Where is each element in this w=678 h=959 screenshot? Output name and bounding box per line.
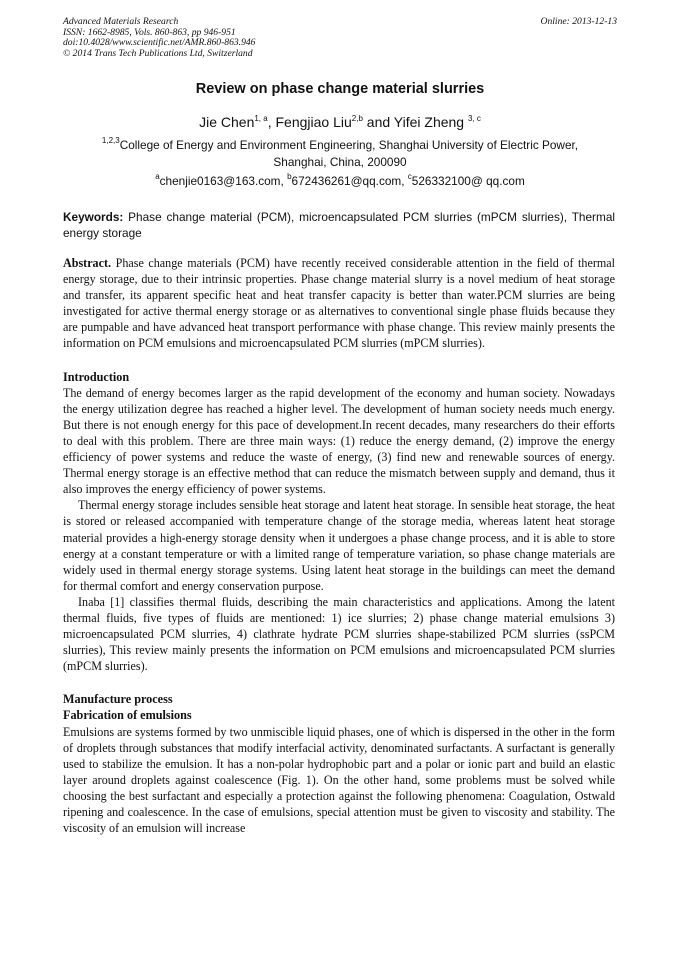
manufacture-heading: Manufacture process (63, 692, 173, 707)
email-marker: a (155, 172, 160, 181)
abstract-text: Phase change materials (PCM) have recently received considerable attention in the field of thermal energy storage, due to their intrinsic properties. Phase change material slurry is a novel medium of heat storage and transfer, its apparent specific heat and heat transfer capacity is better than water.PCM slurries are being investigated for active thermal energy storage or as alternatives to conventional single phase fluids because they are pumpable and have advanced heat transport performance with phase change. This review mainly presents the information on PCM emulsions and microencapsulated PCM slurries (mPCM slurries). (63, 256, 615, 351)
affiliation (80, 137, 600, 171)
introduction-paragraph: Thermal energy storage includes sensible heat storage and latent heat storage. In sensible heat storage, the heat is stored or released accompanied with temperature change of the storage media, whereas latent heat storage material provides a high-energy storage density when it undergoes a phase change process, and it is able to store energy at a constant temperature or with a limited range of temperature variation, so phase change materials are widely used in thermal energy storage systems. Using latent heat storage in the buildings can meet the demand for thermal comfort and energy conservation purpose. (63, 498, 615, 593)
author-separator: , (267, 114, 276, 130)
online-date: Online: 2013-12-13 (540, 16, 617, 27)
introduction-paragraph: The demand of energy becomes larger as the rapid development of the economy and human society. Nowadays the energy utilization degree has reached a higher level. The development of human society needs much energy. But there is not enough energy for this pace of development.In recent decades, many researchers do their efforts to deal with this problem. There are three main ways: (1) reduce the energy demand, (2) improve the energy efficiency of power systems and reduce the waste of energy, (3) find new and renewable sources of energy. Thermal energy storage is an effective method that can reduce the mismatch between supply and demand, thus it also improves the energy efficiency of power systems. (63, 385, 615, 497)
email-address: 672436261@qq.com, (291, 174, 408, 188)
author-affil-marker: 2,b (351, 114, 363, 123)
journal-name: Advanced Materials Research (63, 16, 179, 27)
email-address: chenjie0163@163.com, (159, 174, 288, 188)
abstract (63, 255, 615, 352)
email-address: 526332100@ qq.com (411, 174, 525, 188)
author-name: Yifei Zheng (393, 114, 465, 130)
affiliation-marker: 1,2,3 (101, 136, 120, 145)
keywords-label: Keywords: (63, 210, 124, 224)
keywords-text: Phase change material (PCM), microencapsulated PCM slurries (mPCM slurries), Thermal energy storage (63, 210, 615, 240)
copyright-line: © 2014 Trans Tech Publications Ltd, Switzerland (63, 47, 253, 59)
author-affil-marker: 3, c (467, 114, 481, 123)
author-list (63, 114, 617, 130)
author-affil-marker: 1, a (254, 114, 268, 123)
abstract-label: Abstract. (63, 256, 112, 270)
email-marker: c (407, 172, 412, 181)
author-name: Fengjiao Liu (275, 114, 352, 130)
keywords (63, 209, 615, 241)
issn-line: ISSN: 1662-8985, Vols. 860-863, pp 946-951 (63, 26, 236, 38)
doi-line: doi:10.4028/www.scientific.net/AMR.860-863.946 (63, 37, 256, 49)
author-separator: and (362, 114, 394, 130)
introduction-heading: Introduction (63, 369, 130, 384)
emulsions-subheading: Fabrication of emulsions (63, 708, 192, 723)
affiliation-line-1: College of Energy and Environment Engineering, Shanghai University of Electric Power, (119, 138, 579, 152)
paper-body (63, 255, 615, 836)
email-marker: b (287, 172, 292, 181)
affiliation-line-2: Shanghai, China, 200090 (273, 155, 407, 169)
paper-title: Review on phase change material slurries (195, 81, 485, 97)
manufacture-paragraph: Emulsions are systems formed by two unmiscible liquid phases, one of which is dispersed in the other in the form of droplets through substances that modify interfacial activity, denominated surfactants. A surfactant is generally used to stabilize the emulsion. It has a non-polar hydrophobic part and a polar or ionic part and build an elastic layer around droplets against coalescence (Fig. 1). On the other hand, some problems must be solved while choosing the best surfactant and especially a protection against the following phenomena: Coagulation, Ostwald ripening and coalescence. In the case of emulsions, special attention must be given to viscosity and stability. The viscosity of an emulsion will increase (63, 724, 615, 836)
author-emails (63, 174, 617, 188)
introduction-paragraph: Inaba [1] classifies thermal fluids, describing the main characteristics and applications. Among the latent thermal fluids, five types of fluids are mentioned: 1) ice slurries; 2) phase change material emulsions 3) microencapsulated PCM slurries, 4) clathrate hydrate PCM slurries shape-stabilized PCM slurries (ssPCM slurries), This review mainly presents the information on PCM emulsions and microencapsulated PCM slurries (mPCM slurries). (63, 594, 615, 674)
author-name: Jie Chen (199, 114, 255, 130)
journal-header (63, 17, 617, 59)
